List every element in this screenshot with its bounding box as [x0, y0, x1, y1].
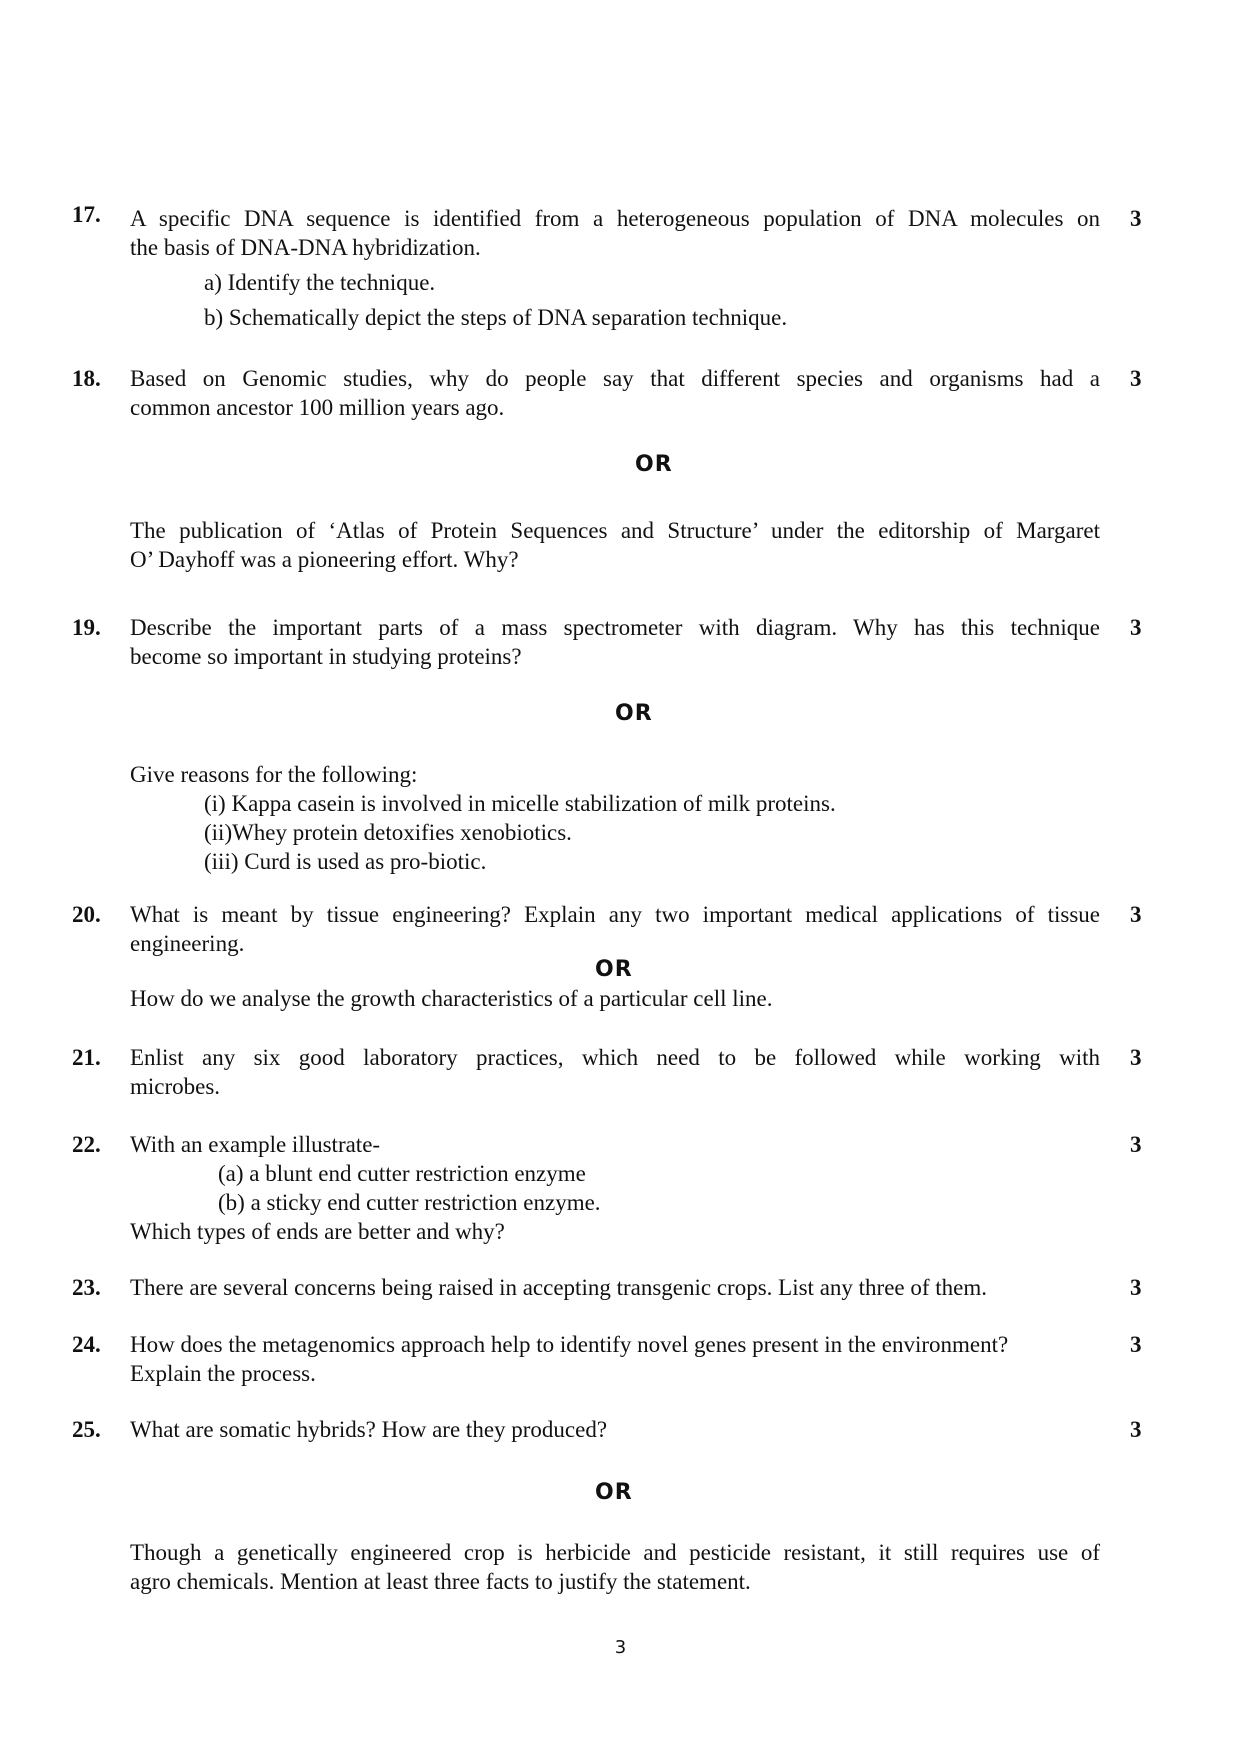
question-line: What are somatic hybrids? How are they produced?	[130, 1417, 608, 1442]
question-line: the basis of DNA-DNA hybridization.	[130, 235, 481, 260]
question-line: Which types of ends are better and why?	[130, 1219, 505, 1244]
question-text	[130, 1330, 1100, 1388]
question-number: 23.	[72, 1275, 101, 1300]
question-number: 17.	[72, 202, 101, 227]
or-separator: OR	[595, 1480, 633, 1505]
subpart: (ii)Whey protein detoxifies xenobiotics.	[204, 820, 572, 845]
question-line: How does the metagenomics approach help to identify novel genes present in the environment?	[130, 1332, 1009, 1357]
question-text	[130, 1415, 1100, 1444]
question-line: common ancestor 100 million years ago.	[130, 395, 505, 420]
question-number: 21.	[72, 1045, 101, 1070]
question-line: engineering.	[130, 931, 245, 956]
alternative-line: agro chemicals. Mention at least three facts to justify the statement.	[130, 1569, 751, 1594]
page-number: 3	[614, 1637, 627, 1658]
or-separator: OR	[595, 957, 633, 982]
question-marks: 3	[1130, 206, 1142, 231]
alternative-line: Though a genetically engineered crop is herbicide and pesticide resistant, it still requires use of	[130, 1540, 1100, 1565]
alternative-question-20	[130, 984, 1100, 1013]
alternative-line: Give reasons for the following:	[130, 762, 418, 787]
question-text	[130, 364, 1100, 422]
question-line: become so important in studying proteins?	[130, 644, 522, 669]
question-number: 24.	[72, 1332, 101, 1357]
question-marks: 3	[1130, 615, 1142, 640]
question-text	[130, 204, 1100, 332]
subpart: (iii) Curd is used as pro-biotic.	[204, 849, 487, 874]
question-text	[130, 1043, 1100, 1101]
subpart: a) Identify the technique.	[204, 270, 436, 295]
alternative-question-18	[130, 516, 1100, 574]
alternative-line: How do we analyse the growth characteristics of a particular cell line.	[130, 986, 773, 1011]
question-number: 22.	[72, 1132, 101, 1157]
alternative-question-19	[130, 760, 1100, 876]
question-marks: 3	[1130, 902, 1142, 927]
alternative-line: The publication of ‘Atlas of Protein Sequences and Structure’ under the editorship of Margaret	[130, 518, 1100, 543]
or-separator: OR	[635, 452, 673, 477]
question-marks: 3	[1130, 1045, 1142, 1070]
question-number: 20.	[72, 902, 101, 927]
question-line: Explain the process.	[130, 1361, 316, 1386]
question-number: 25.	[72, 1417, 101, 1442]
question-line: A specific DNA sequence is identified from a heterogeneous population of DNA molecules on	[130, 206, 1100, 231]
question-number: 18.	[72, 366, 101, 391]
question-text	[130, 613, 1100, 671]
question-marks: 3	[1130, 1417, 1142, 1442]
question-marks: 3	[1130, 1332, 1142, 1357]
alternative-line: O’ Dayhoff was a pioneering effort. Why?	[130, 547, 519, 572]
question-line: With an example illustrate-	[130, 1132, 381, 1157]
alternative-question-25	[130, 1538, 1100, 1596]
question-text	[130, 1130, 1100, 1246]
question-line: What is meant by tissue engineering? Explain any two important medical applications of tissue	[130, 902, 1100, 927]
or-separator: OR	[615, 701, 653, 726]
question-number: 19.	[72, 615, 101, 640]
question-line: Enlist any six good laboratory practices, which need to be followed while working with	[130, 1045, 1100, 1070]
subpart: b) Schematically depict the steps of DNA separation technique.	[204, 305, 788, 330]
question-marks: 3	[1130, 1132, 1142, 1157]
question-line: Based on Genomic studies, why do people say that different species and organisms had a	[130, 366, 1100, 391]
subpart: (b) a sticky end cutter restriction enzyme.	[218, 1190, 601, 1215]
question-marks: 3	[1130, 366, 1142, 391]
question-line: Describe the important parts of a mass spectrometer with diagram. Why has this technique	[130, 615, 1100, 640]
subpart: (i) Kappa casein is involved in micelle stabilization of milk proteins.	[204, 791, 836, 816]
question-line: microbes.	[130, 1074, 221, 1099]
question-marks: 3	[1130, 1275, 1142, 1300]
question-line: There are several concerns being raised in accepting transgenic crops. List any three of them.	[130, 1275, 988, 1300]
question-text	[130, 1273, 1100, 1302]
subpart: (a) a blunt end cutter restriction enzyme	[218, 1161, 586, 1186]
question-text	[130, 900, 1100, 958]
